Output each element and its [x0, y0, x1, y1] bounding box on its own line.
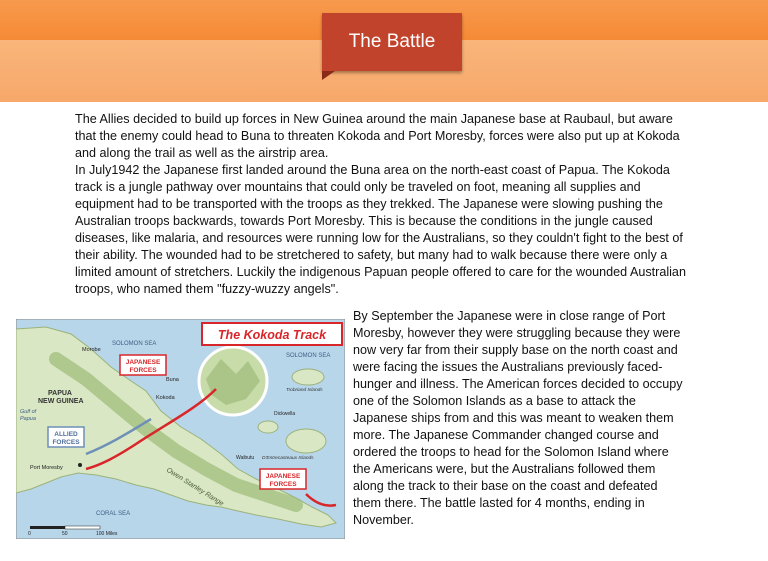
paragraph-1: The Allies decided to build up forces in New Guinea around the main Japanese base at Raubaul, but aware that the enemy could head to Buna to threaten Kokoda and Port Moresby, forces were also put up at Kokoda and along the trail as well as the airstrip area. [75, 112, 680, 160]
scale-label-50: 50 [62, 531, 68, 537]
label-port-moresby: Port Moresby [30, 465, 63, 471]
paragraph-2: In July1942 the Japanese first landed around the Buna area on the north-east coast of Papua. The Kokoda track is a jungle pathway over mountains that could only be traveled on foot, meaning all supplies and equipment had to be transported with the troops as they trekked. The Japanese were slowing pushing the Australian troops backwards, towards Port Moresby. This is because the conditions in the jungle caused diseases, like malaria, and resources were running low for the Australians, so they couldn't fight to the best of their ability. The wounded had to be stretchered to safety, but many had to walk because there were only a limited amount of stretchers. Luckily the indigenous Papuan people offered to care for the wounded Australian troops, who named them "fuzzy-wuzzy angels". [75, 163, 686, 296]
label-gulf: Gulf of [20, 409, 37, 415]
label-morobe: Morobe [82, 347, 101, 353]
label-papua: PAPUA [48, 390, 72, 397]
port-moresby-marker [78, 463, 82, 467]
scale-label-100: 100 Miles [96, 531, 118, 537]
label-trobriand: Trobriand Islands [286, 388, 323, 393]
label-kokoda: Kokoda [156, 395, 175, 401]
label-gulf-2: Papua [20, 416, 36, 422]
label-coral-sea: CORAL SEA [96, 511, 131, 517]
label-wabutu: Waibutu [236, 455, 255, 461]
label-dickwella: Dickwella [274, 411, 296, 417]
japanese-forces-label-1b: FORCES [129, 367, 157, 374]
allied-forces-label: ALLIED [54, 431, 78, 438]
slide-title: The Battle [348, 31, 436, 52]
scale-bar-half [65, 526, 100, 529]
intro-text [75, 111, 695, 298]
japanese-forces-label-2b: FORCES [269, 481, 297, 488]
japanese-forces-label-2: JAPANESE [265, 473, 301, 480]
map-island-dentrecasteaux [286, 429, 326, 453]
title-ribbon [322, 13, 462, 71]
label-solomon-sea: SOLOMON SEA [112, 341, 157, 347]
kokoda-track-map [16, 319, 345, 539]
label-solomon-sea-2: SOLOMON SEA [286, 353, 331, 359]
map-title: The Kokoda Track [217, 328, 327, 342]
allied-forces-label-b: FORCES [52, 439, 80, 446]
ribbon-fold [322, 71, 335, 80]
paragraph-3: By September the Japanese were in close range of Port Moresby, however they were struggling because they were now very far from their supply base on the north coast and were facing the issues the Australians previously faced-hunger and illness. The American forces decided to occupy one of the Solomon Islands as a base to attack the Japanese ships from and this was meant to weaken them more. The Japanese Commander changed course and ordered the troops to head for the Solomon Island where the Americans were, but the Australians followed them along the track to their base on the coast and defeated them there. The battle lasted for 4 months, ending in November. [353, 309, 683, 527]
label-owen-stanley: Owen Stanley Range [164, 466, 225, 508]
label-dentrecasteaux: D'Entrecasteaux Islands [262, 456, 314, 461]
map-island-trobriand [292, 369, 324, 385]
label-buna: Buna [166, 377, 179, 383]
japanese-forces-label-1: JAPANESE [125, 359, 161, 366]
scale-label-0: 0 [28, 531, 31, 537]
map-island-small [258, 421, 278, 433]
label-new-guinea: NEW GUINEA [38, 398, 84, 405]
